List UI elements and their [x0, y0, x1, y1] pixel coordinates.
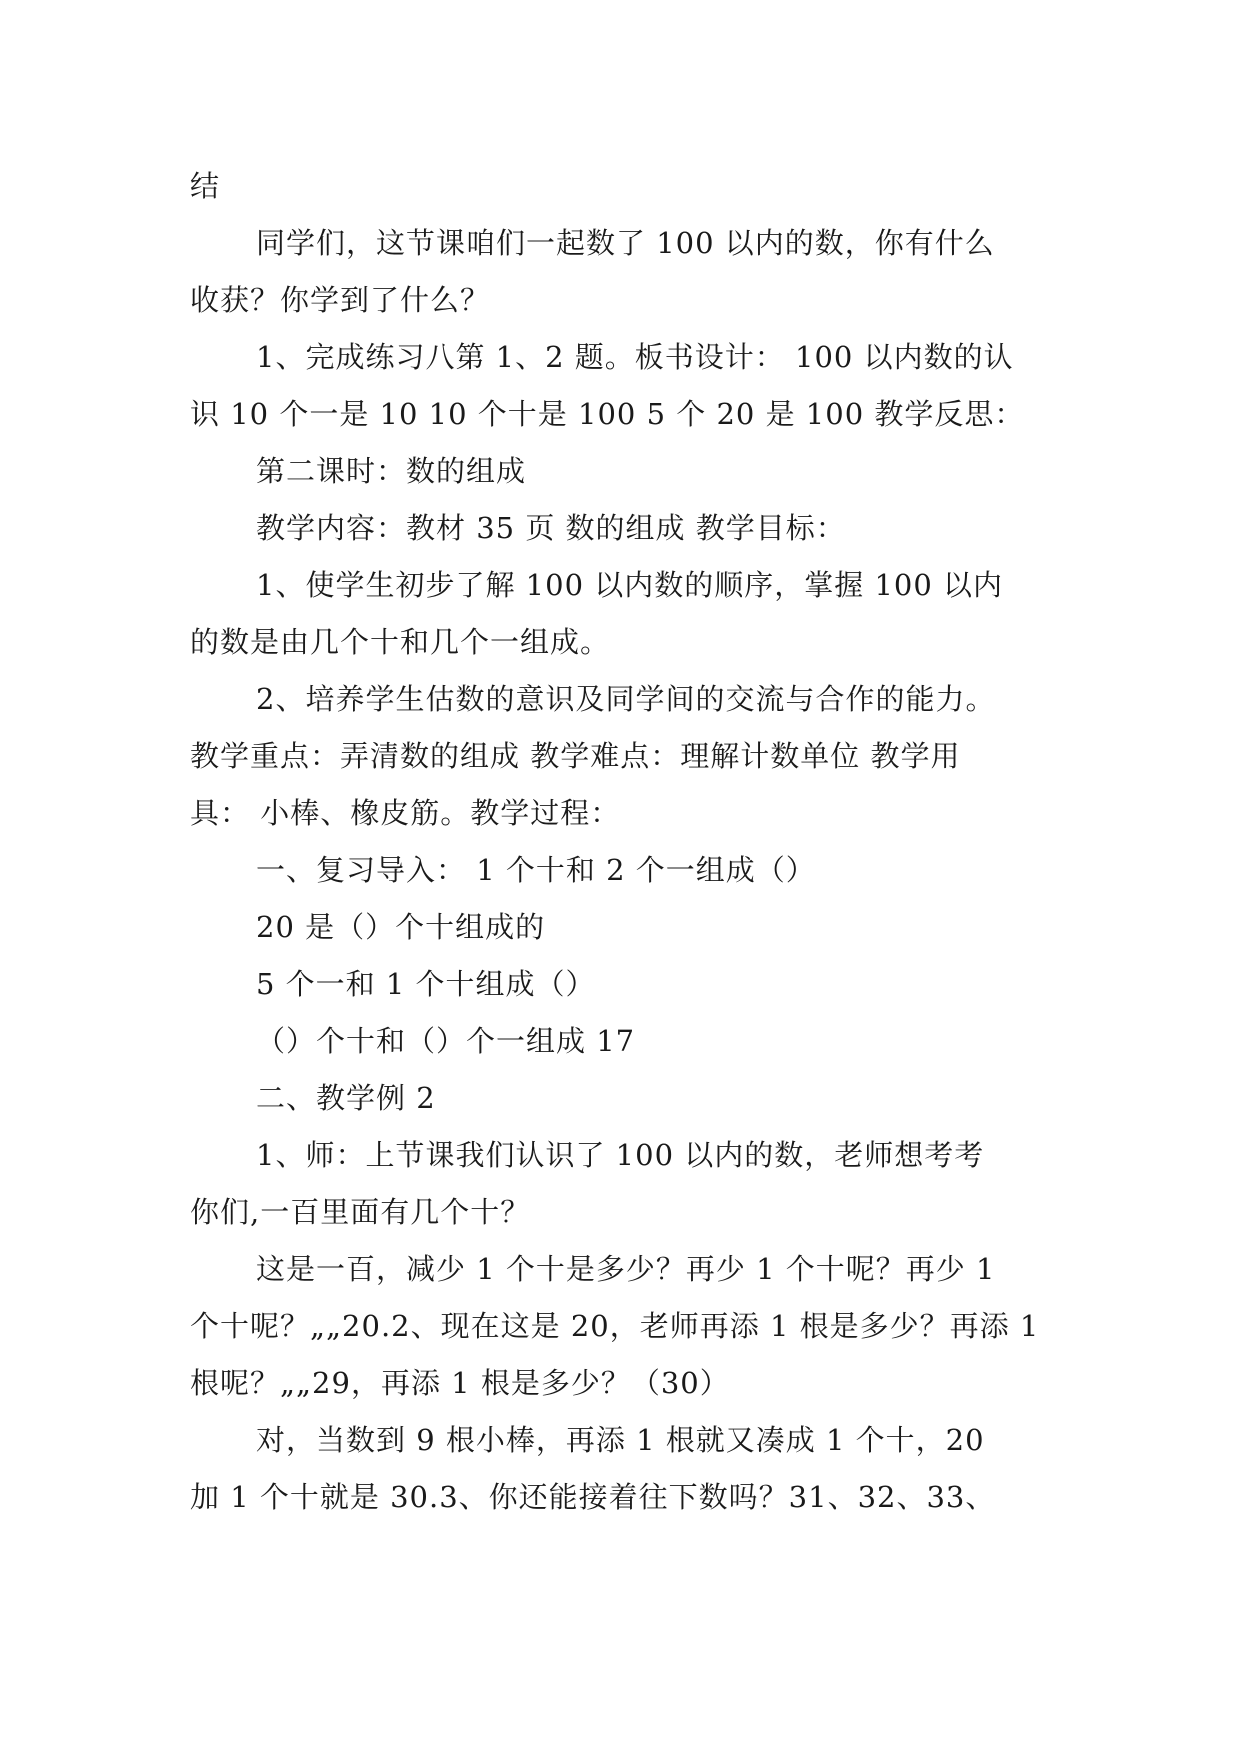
- text-line-15: 5 个一和 1 个十组成（）: [256, 967, 596, 1001]
- text-line-11: 教学重点：弄清数的组成 教学难点：理解计数单位 教学用: [190, 739, 961, 773]
- text-line-16: （）个十和（）个一组成 17: [256, 1024, 636, 1058]
- text-line-3: 收获？你学到了什么？: [190, 283, 491, 317]
- text-line-13: 一、复习导入： 1 个十和 2 个一组成（）: [256, 853, 816, 887]
- text-line-17: 二、教学例 2: [256, 1081, 436, 1115]
- text-line-7: 教学内容：教材 35 页 数的组成 教学目标：: [256, 511, 846, 545]
- text-line-8: 1、使学生初步了解 100 以内数的顺序，掌握 100 以内: [256, 568, 1004, 602]
- text-line-24: 加 1 个十就是 30.3、你还能接着往下数吗？31、32、33、: [190, 1480, 996, 1514]
- text-line-6: 第二课时：数的组成: [256, 454, 527, 488]
- text-line-10: 2、培养学生估数的意识及同学间的交流与合作的能力。: [256, 682, 996, 716]
- text-line-12: 具： 小棒、橡皮筋。教学过程：: [190, 796, 621, 830]
- text-line-20: 这是一百，减少 1 个十是多少？再少 1 个十呢？再少 1: [256, 1252, 996, 1286]
- text-line-2: 同学们，这节课咱们一起数了 100 以内的数，你有什么: [256, 226, 995, 260]
- text-line-23: 对，当数到 9 根小棒，再添 1 根就又凑成 1 个十，20: [256, 1423, 985, 1457]
- text-line-5: 识 10 个一是 10 10 个十是 100 5 个 20 是 100 教学反思：: [190, 397, 1025, 431]
- text-line-14: 20 是（）个十组成的: [256, 910, 546, 944]
- text-line-9: 的数是由几个十和几个一组成。: [190, 625, 611, 659]
- text-line-4: 1、完成练习八第 1、2 题。板书设计： 100 以内数的认: [256, 340, 1014, 374]
- text-line-22: 根呢？„„29，再添 1 根是多少？（30）: [190, 1366, 730, 1400]
- text-line-19: 你们,一百里面有几个十？: [190, 1195, 531, 1229]
- text-line-18: 1、师：上节课我们认识了 100 以内的数，老师想考考: [256, 1138, 985, 1172]
- text-line-1: 结: [190, 169, 221, 203]
- text-line-21: 个十呢？„„20.2、现在这是 20，老师再添 1 根是多少？再添 1: [190, 1309, 1040, 1343]
